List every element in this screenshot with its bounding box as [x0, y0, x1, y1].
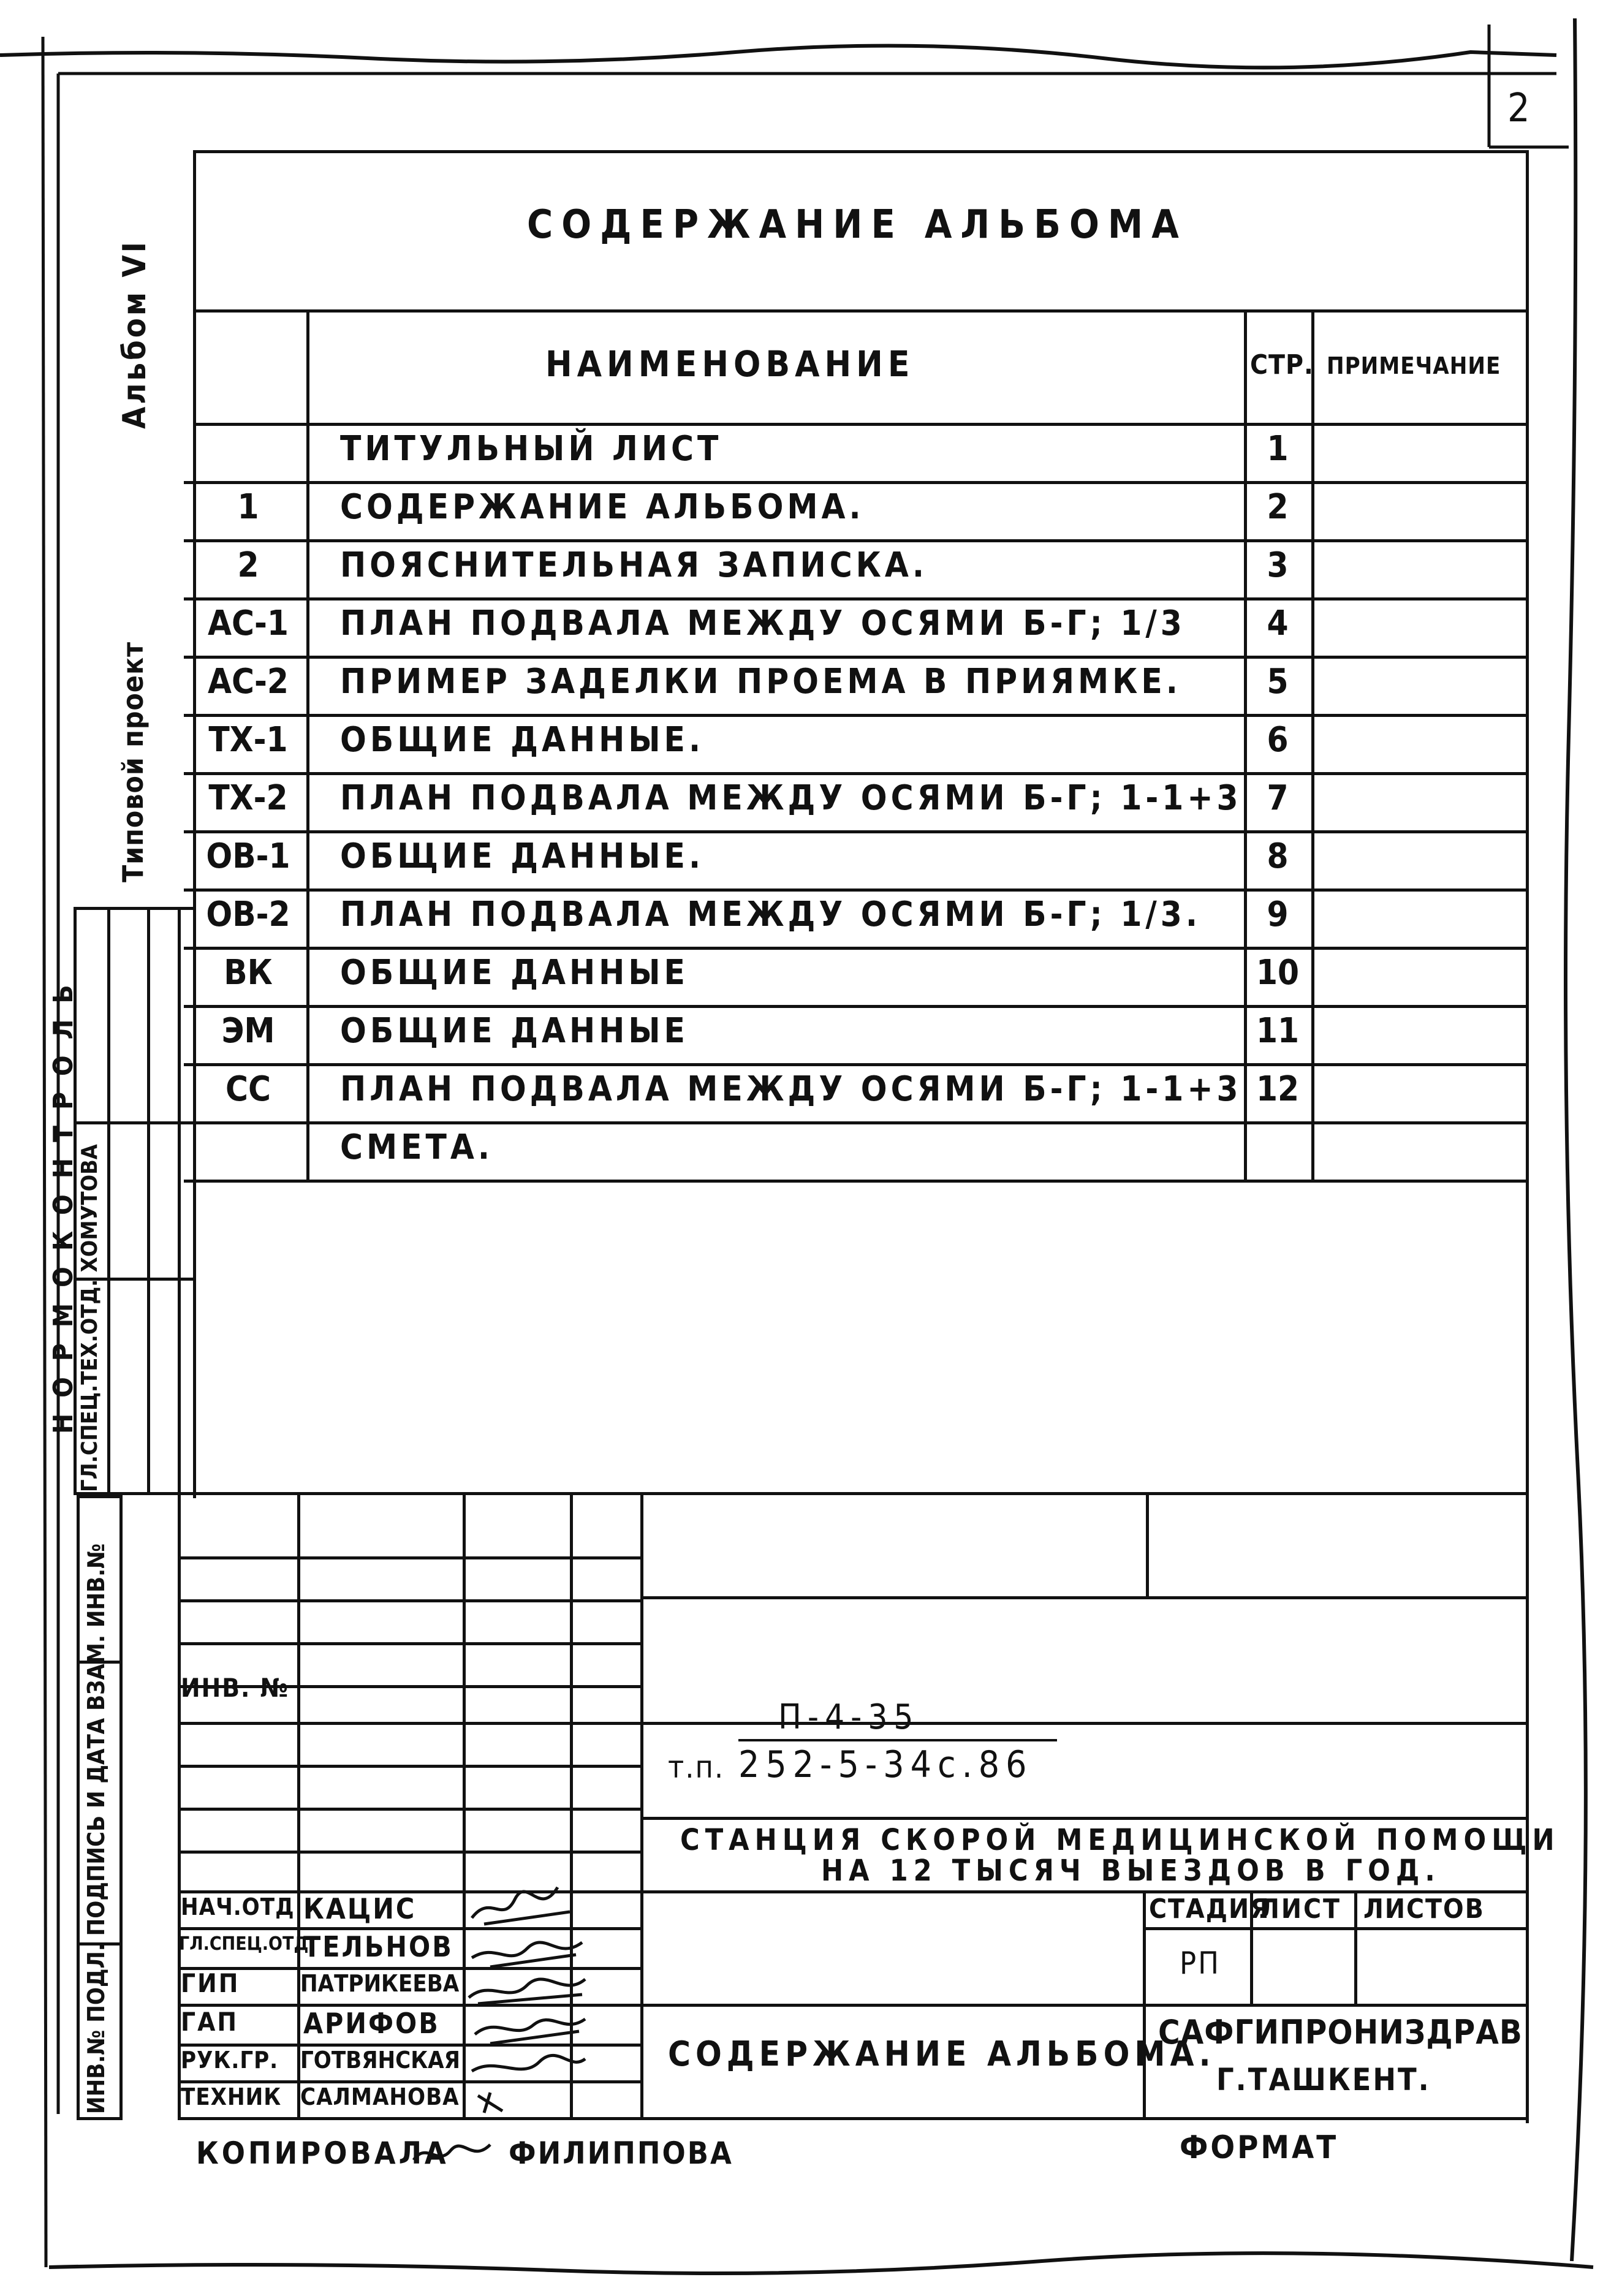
- row-code: ВК: [224, 953, 273, 993]
- row-name: ПЛАН ПОДВАЛА МЕЖДУ ОСЯМИ Б-Г; 1/3.: [340, 895, 1201, 934]
- org-line2: Г.ТАШКЕНТ.: [1216, 2062, 1431, 2097]
- titleblock-line: [1354, 1890, 1357, 2004]
- titleblock-line: [643, 1817, 1529, 1820]
- row-page: 4: [1267, 604, 1289, 643]
- header-divider: [193, 423, 1529, 426]
- row-line: [184, 1121, 1529, 1124]
- titleblock-line: [640, 1492, 643, 2117]
- row-line: [184, 1005, 1529, 1008]
- row-code: 1: [237, 487, 259, 527]
- titleblock-line: [178, 1599, 643, 1602]
- person-name: КАЦИС: [303, 1892, 417, 1925]
- row-name: СМЕТА.: [340, 1127, 494, 1167]
- format-label: ФОРМАТ: [1180, 2129, 1339, 2166]
- stamp-side-line: [77, 1495, 80, 2120]
- side-row-line: [74, 907, 196, 910]
- row-name: ОБЩИЕ ДАННЫЕ.: [340, 720, 705, 760]
- titleblock-line: [178, 1492, 1529, 1495]
- org-line1: САФГИПРОНИЗДРАВ: [1158, 2013, 1523, 2052]
- row-page: 3: [1267, 545, 1289, 585]
- row-line: [184, 1180, 1529, 1183]
- code-prefix: т.п.: [668, 1749, 725, 1785]
- code-fraction-line: [738, 1739, 1057, 1741]
- row-line: [184, 597, 1529, 601]
- row-code: 2: [237, 545, 259, 585]
- titleblock-line: [297, 1492, 300, 2117]
- project-name-line1: СТАНЦИЯ СКОРОЙ МЕДИЦИНСКОЙ ПОМОЩИ: [680, 1823, 1560, 1857]
- side-col-line: [178, 907, 181, 1495]
- row-code: ЭМ: [221, 1011, 275, 1051]
- row-code: СС: [225, 1069, 271, 1109]
- row-page: 7: [1267, 778, 1289, 818]
- titleblock-line: [178, 1765, 643, 1768]
- row-name: ПЛАН ПОДВАЛА МЕЖДУ ОСЯМИ Б-Г; 1/3: [340, 604, 1186, 643]
- chief-spec-label: ГЛ.СПЕЦ.ТЕХ.ОТД. ХОМУТОВА: [77, 1144, 102, 1492]
- row-code: ТХ-2: [208, 778, 288, 818]
- person-role: ГАП: [181, 2007, 238, 2037]
- row-page: 9: [1267, 895, 1289, 934]
- title-divider: [193, 309, 1529, 313]
- row-page: 6: [1267, 720, 1289, 760]
- person-name: ПАТРИКЕЕВА: [300, 1970, 460, 1997]
- row-line: [184, 539, 1529, 542]
- normocontrol-label: НОРМОКОНТРОЛЬ: [48, 969, 79, 1434]
- album-label: Альбом VI: [116, 240, 153, 429]
- titleblock-line: [1143, 1890, 1146, 2117]
- titleblock-line: [178, 2117, 1529, 2120]
- row-code: АС-1: [208, 604, 289, 643]
- row-line: [184, 656, 1529, 659]
- row-name: ОБЩИЕ ДАННЫЕ: [340, 1011, 689, 1051]
- col-divider-note: [1311, 309, 1314, 1180]
- sheet-number: 2: [1507, 86, 1532, 131]
- row-code: ОВ-2: [206, 895, 290, 934]
- side-col-line: [147, 907, 150, 1495]
- row-line: [184, 888, 1529, 892]
- row-line: [184, 830, 1529, 833]
- row-page: 8: [1267, 836, 1289, 876]
- copied-signature: [411, 2132, 496, 2175]
- row-page: 5: [1267, 662, 1289, 702]
- frame-left: [193, 150, 196, 1498]
- row-page: 10: [1256, 953, 1300, 993]
- row-name: ПРИМЕР ЗАДЕЛКИ ПРОЕМА В ПРИЯМКЕ.: [340, 662, 1181, 702]
- stage-value: РП: [1180, 1946, 1221, 1981]
- inv-stamp-label: ИНВ.№ ПОДЛ. ПОДПИСЬ И ДАТА ВЗАМ. ИНВ.№: [83, 1543, 110, 2114]
- row-code: ОВ-1: [206, 836, 290, 876]
- copied-name: ФИЛИППОВА: [509, 2135, 733, 2171]
- row-name: ПЛАН ПОДВАЛА МЕЖДУ ОСЯМИ Б-Г; 1-1+3: [340, 778, 1242, 818]
- row-name: ПОЯСНИТЕЛЬНАЯ ЗАПИСКА.: [340, 545, 928, 585]
- doc-title: СОДЕРЖАНИЕ АЛЬБОМА.: [668, 2034, 1216, 2074]
- code-top: П-4-35: [778, 1697, 920, 1737]
- stamp-side-line: [119, 1495, 123, 2120]
- project-label: Типовой проект: [116, 641, 150, 882]
- row-line: [184, 947, 1529, 950]
- person-role: НАЧ.ОТД: [181, 1893, 295, 1920]
- side-row-line: [74, 1121, 196, 1124]
- inv-label: ИНВ. №: [181, 1673, 290, 1703]
- person-role: РУК.ГР.: [181, 2047, 279, 2074]
- frame-top: [193, 150, 1529, 153]
- header-page: СТР.: [1250, 349, 1314, 381]
- person-name: САЛМАНОВА: [300, 2083, 460, 2110]
- project-name-line2: НА 12 ТЫСЯЧ ВЫЕЗДОВ В ГОД.: [821, 1854, 1441, 1888]
- person-role: ТЕХНИК: [181, 2083, 282, 2110]
- person-role: ГИП: [181, 1968, 240, 1998]
- titleblock-line: [178, 1642, 643, 1645]
- page-title: СОДЕРЖАНИЕ АЛЬБОМА: [527, 202, 1188, 248]
- titleblock-line: [178, 1808, 643, 1811]
- person-role: ГЛ.СПЕЦ.ОТД: [179, 1933, 309, 1955]
- row-line: [184, 1063, 1529, 1066]
- signature-scribble: [466, 1881, 588, 2114]
- row-page: 2: [1267, 487, 1289, 527]
- row-page: 12: [1256, 1069, 1300, 1109]
- code-bottom: 252-5-34с.86: [738, 1743, 1033, 1786]
- sheet-header: ЛИСТ: [1259, 1893, 1342, 1925]
- sheets-header: ЛИСТОВ: [1363, 1893, 1485, 1925]
- titleblock-line: [178, 1556, 643, 1559]
- row-name: СОДЕРЖАНИЕ АЛЬБОМА.: [340, 487, 865, 527]
- person-name: АРИФОВ: [303, 2007, 440, 2040]
- row-page: 1: [1267, 429, 1289, 469]
- row-code: АС-2: [208, 662, 289, 702]
- stage-header: СТАДИЯ: [1149, 1893, 1270, 1925]
- row-page: 11: [1256, 1011, 1300, 1051]
- titleblock-line: [1146, 1927, 1529, 1930]
- titleblock-line: [643, 1596, 1529, 1599]
- person-name: ГОТВЯНСКАЯ: [300, 2047, 460, 2074]
- header-name: НАИМЕНОВАНИЕ: [545, 343, 915, 385]
- row-name: ТИТУЛЬНЫЙ ЛИСТ: [340, 429, 722, 469]
- row-code: ТХ-1: [208, 720, 288, 760]
- row-name: ОБЩИЕ ДАННЫЕ.: [340, 836, 705, 876]
- titleblock-line: [1146, 1492, 1149, 1596]
- copied-label: КОПИРОВАЛА: [196, 2135, 449, 2171]
- row-line: [184, 714, 1529, 717]
- stamp-side-line: [77, 1495, 123, 1498]
- titleblock-line: [178, 1851, 643, 1854]
- side-col-line: [107, 907, 110, 1495]
- row-name: ОБЩИЕ ДАННЫЕ: [340, 953, 689, 993]
- header-note: ПРИМЕЧАНИЕ: [1327, 352, 1501, 379]
- stamp-side-line: [77, 2117, 123, 2120]
- row-name: ПЛАН ПОДВАЛА МЕЖДУ ОСЯМИ Б-Г; 1-1+3: [340, 1069, 1242, 1109]
- col-divider-code: [306, 309, 309, 1180]
- person-name: ТЕЛЬНОВ: [303, 1930, 453, 1963]
- row-line: [184, 772, 1529, 775]
- row-line: [184, 481, 1529, 484]
